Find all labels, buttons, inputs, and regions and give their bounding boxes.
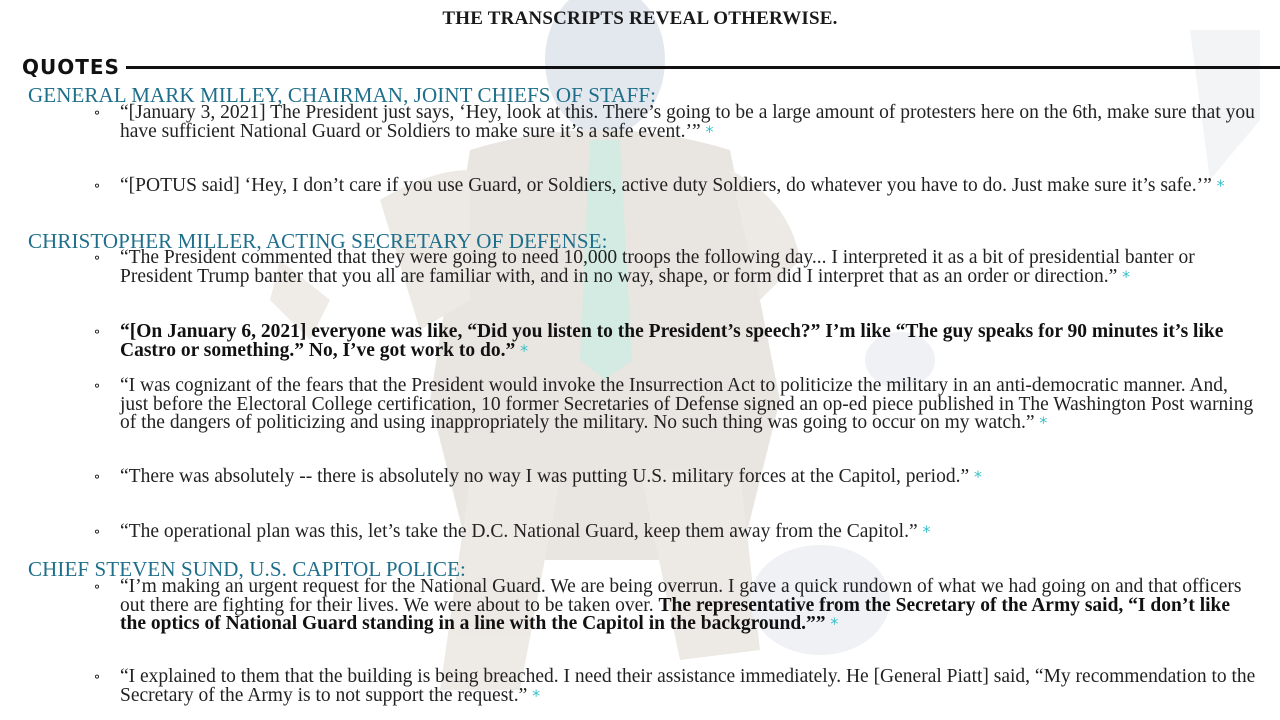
section-label: QUOTES <box>22 55 120 79</box>
quote-text: “There was absolutely -- there is absolutely no way I was putting U.S. military forces at the Capitol, period.” <box>120 466 970 487</box>
quote-item <box>92 175 1260 196</box>
quote-text: “The President commented that they were going to need 10,000 troops the following day... I interpreted it as a bit of presidential banter or President Trump banter that you all are familiar with, and in no way, shape, or form did I interpret that as an order or direction.” <box>120 247 1195 287</box>
reference-marker: * <box>973 467 982 486</box>
document-title: THE TRANSCRIPTS REVEAL OTHERWISE. <box>442 8 838 29</box>
quote-item <box>92 247 1260 287</box>
bullet-icon: ⚬ <box>92 106 103 120</box>
quote-text: “I’m making an urgent request for the National Guard. We are being overrun. I gave a quick rundown of what we had going on and that officers out there are fighting for their lives. We were about to be taken over. <box>120 576 1242 616</box>
quote-bold-text: The representative from the Secretary of the Army said, “I don’t like the optics of National Guard standing in a line with the Capitol in the background.”” <box>120 594 1231 634</box>
reference-marker: * <box>830 614 839 633</box>
quote-item <box>92 321 1260 361</box>
quote-item <box>92 666 1260 706</box>
reference-marker: * <box>1122 266 1131 286</box>
quote-item <box>92 375 1260 433</box>
quote-item <box>92 521 1260 542</box>
bullet-icon: ⚬ <box>92 251 103 265</box>
reference-marker: * <box>520 340 529 360</box>
bullet-icon: ⚬ <box>92 670 103 684</box>
speaker-heading: GENERAL MARK MILLEY, CHAIRMAN, JOINT CHIEFS OF STAFF: <box>28 83 657 107</box>
reference-marker: * <box>922 522 931 541</box>
quote-item <box>92 576 1260 634</box>
reference-marker: * <box>705 121 714 141</box>
speaker-heading: CHIEF STEVEN SUND, U.S. CAPITOL POLICE: <box>28 557 466 581</box>
quote-text: “[On January 6, 2021] everyone was like, “Did you listen to the President’s speech?” I’m like “The guy speaks for 90 minutes it’s like Castro or something.” No, I’ve got work to do.” <box>120 321 1224 361</box>
section-divider <box>126 66 1280 69</box>
bullet-icon: ⚬ <box>92 525 103 539</box>
reference-marker: * <box>1216 176 1225 195</box>
quote-text: “[POTUS said] ‘Hey, I don’t care if you use Guard, or Soldiers, active duty Soldiers, do whatever you have to do. Just make sure it’s safe.’” <box>120 175 1212 196</box>
quote-text: “The operational plan was this, let’s take the D.C. National Guard, keep them away from the Capitol.” <box>120 521 918 542</box>
bullet-icon: ⚬ <box>92 580 103 594</box>
bullet-icon: ⚬ <box>92 470 103 484</box>
quote-text: “I was cognizant of the fears that the President would invoke the Insurrection Act to politicize the military in an anti-democratic manner. And, just before the Electoral College certification, 10 former Secretaries of Defense signed an op-ed piece published in The Washington Post warning of the dangers of politicizing and using inappropriately the military. No such thing was going to occur on my watch.” <box>120 375 1254 433</box>
reference-marker: * <box>1039 413 1048 432</box>
bullet-icon: ⚬ <box>92 179 103 193</box>
quote-item <box>92 466 1260 487</box>
quote-item <box>92 102 1260 142</box>
speaker-heading: CHRISTOPHER MILLER, ACTING SECRETARY OF DEFENSE: <box>28 229 608 253</box>
quote-text: “I explained to them that the building is being breached. I need their assistance immediately. He [General Piatt] said, “My recommendation to the Secretary of the Army is to not support the request.” <box>120 666 1256 706</box>
quote-text: “[January 3, 2021] The President just says, ‘Hey, look at this. There’s going to be a large amount of protesters here on the 6th, make sure that you have sufficient National Guard or Soldiers to make sure it’s a safe event.’” <box>120 102 1255 142</box>
bullet-icon: ⚬ <box>92 379 103 393</box>
reference-marker: * <box>532 685 541 705</box>
section-header <box>22 55 1280 79</box>
bullet-icon: ⚬ <box>92 325 103 339</box>
